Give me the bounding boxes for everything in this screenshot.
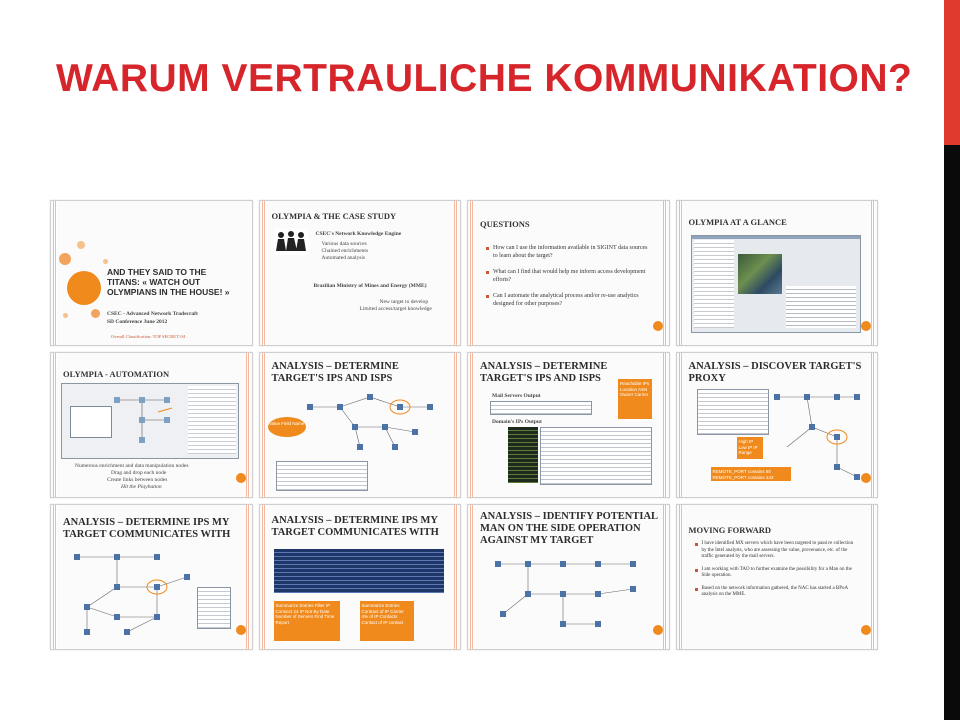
- decorative-circle: [77, 241, 85, 249]
- slide-border-stripe: [470, 505, 474, 649]
- slide-thumbnail-3: [467, 200, 670, 346]
- table-image: [490, 401, 592, 415]
- slide-thumbnail-9: [50, 504, 253, 650]
- bullet-item: How can I use the information available in SIGINT data sources to learn about the target?: [486, 245, 651, 260]
- slide-subtitle: CSEC - Advanced Network Tradecraft: [107, 311, 198, 317]
- page-title: WARUM VERTRAULICHE KOMMUNIKATION?: [56, 57, 913, 100]
- decorative-circle: [67, 271, 101, 305]
- slide-border-stripe: [871, 353, 875, 497]
- slide-border-stripe: [454, 505, 458, 649]
- slide-border-stripe: [262, 353, 266, 497]
- orange-dot-icon: [653, 321, 663, 331]
- slide-border-stripe: [262, 201, 266, 345]
- network-graph: [488, 549, 648, 639]
- classification-label: Overall Classification: TOP SECRET//SI: [111, 334, 186, 339]
- orange-dot-icon: [653, 625, 663, 635]
- slide-border-stripe: [246, 505, 250, 649]
- decorative-circle: [59, 253, 71, 265]
- slide-title: OLYMPIA - AUTOMATION: [63, 369, 170, 379]
- panel-tree: [188, 386, 236, 454]
- slide-text: Limited access/target knowledge: [359, 306, 432, 312]
- slide-thumbnail-grid: [50, 200, 878, 650]
- workflow-graph: [112, 390, 182, 450]
- accent-bar-black: [944, 145, 960, 720]
- slide-border-stripe: [679, 353, 683, 497]
- slide-text: Automated analysis: [321, 255, 366, 261]
- slide-thumbnail-7: [467, 352, 670, 498]
- slide-title: QUESTIONS: [480, 219, 530, 229]
- slide-title: OLYMPIA & THE CASE STUDY: [271, 211, 397, 221]
- slide-border-stripe: [470, 201, 474, 345]
- orange-dot-icon: [236, 625, 246, 635]
- slide-border-stripe: [470, 353, 474, 497]
- screenshot-image: [61, 383, 239, 459]
- decorative-circle: [91, 309, 100, 318]
- bullet-item: Can I automate the analytical process and/or re-use analytics designed for other purposes?: [486, 293, 651, 308]
- orange-dot-icon: [861, 473, 871, 483]
- slide-border-stripe: [871, 505, 875, 649]
- orange-dot-icon: [861, 321, 871, 331]
- bullet-item: I am working with TAO to further examine the possibility for a Man on the Side operation.: [695, 567, 860, 580]
- slide-title: MOVING FORWARD: [688, 525, 772, 535]
- olympians-logo-icon: [274, 229, 308, 255]
- slide-thumbnail-10: [259, 504, 462, 650]
- bullet-item: I have identified MX servers which have been targeted to passive collection by the Intel analysts, who are assessing the value, provenance, etc. of the traffic generated by the mail servers.: [695, 541, 860, 561]
- table-image: [540, 427, 652, 485]
- slide-thumbnail-1: [50, 200, 253, 346]
- accent-bar-red: [944, 0, 960, 145]
- slide-subtitle: SD Conference June 2012: [107, 319, 168, 325]
- slide-thumbnail-2: [259, 200, 462, 346]
- slide-title: AND THEY SAID TO THE TITANS: « WATCH OUT OLYMPIANS IN THE HOUSE! »: [107, 267, 230, 297]
- panel-table: [786, 286, 856, 328]
- toolbar: [692, 236, 860, 239]
- slide-border-stripe: [53, 201, 57, 345]
- bullet-item: Based on the network information gathered, the NAC has started a BPoA analysis on the MME.: [695, 586, 860, 599]
- panel-dialog: [70, 406, 112, 438]
- slide-thumbnail-8: [676, 352, 879, 498]
- slide-title: OLYMPIA AT A GLANCE: [688, 217, 787, 227]
- bullet-list: [486, 245, 651, 317]
- callout-box: Summarize Entries Contract of IP Carrier 4% of IP Contacts Contact of IP contact: [360, 601, 414, 641]
- slide-text: Various data sources: [321, 241, 367, 247]
- panel-list: [694, 240, 734, 328]
- slide-thumbnail-6: [259, 352, 462, 498]
- slide-thumbnail-12: [676, 504, 879, 650]
- slide-border-stripe: [679, 505, 683, 649]
- slide-title: ANALYSIS – DETERMINE TARGET'S IPS AND ISPS: [271, 361, 399, 384]
- decorative-circle: [103, 259, 108, 264]
- slide-text: Create links between nodes: [107, 477, 168, 483]
- slide-border-stripe: [663, 201, 667, 345]
- slide-text: Hit the Playbutton: [121, 484, 162, 490]
- slide-title: ANALYSIS – DETERMINE IPS MY TARGET COMMUNICATES WITH: [271, 515, 439, 538]
- slide-border-stripe: [454, 201, 458, 345]
- callout-box: Reachable IPs Location ASN Owner Carrier: [618, 379, 652, 419]
- slide-border-stripe: [663, 505, 667, 649]
- callout-box: Summarize Entries Filter IP Connect 24 IP Not By Date Number of Servers Find Time Report: [274, 601, 340, 641]
- slide-text: New target to develop: [379, 299, 429, 305]
- orange-dot-icon: [861, 625, 871, 635]
- slide-text: Drag and drop each node: [111, 470, 167, 476]
- slide-border-stripe: [53, 505, 57, 649]
- slide-title: ANALYSIS – DETERMINE IPS MY TARGET COMMUNICATES WITH: [63, 517, 231, 540]
- slide-thumbnail-5: [50, 352, 253, 498]
- output-label: Mail Servers Output: [492, 393, 541, 399]
- slide-title: ANALYSIS – DETERMINE TARGET'S IPS AND ISPS: [480, 361, 608, 384]
- screenshot-image: [691, 235, 861, 333]
- network-graph: [300, 387, 440, 457]
- table-image: [508, 427, 538, 483]
- slide-border-stripe: [53, 353, 57, 497]
- slide-title: ANALYSIS – IDENTIFY POTENTIAL MAN ON THE SIDE OPERATION AGAINST MY TARGET: [480, 511, 658, 546]
- decorative-circle: [63, 313, 68, 318]
- output-label: Domain's IPs Output: [492, 419, 542, 425]
- slide-border-stripe: [246, 353, 250, 497]
- slide-border-stripe: [454, 353, 458, 497]
- slide-thumbnail-11: [467, 504, 670, 650]
- slide-border-stripe: [663, 353, 667, 497]
- table-image: [274, 549, 444, 593]
- orange-dot-icon: [236, 473, 246, 483]
- screenshot-image: [697, 389, 769, 435]
- callout-box: High IP Low IP IP Range: [737, 437, 763, 459]
- slide-text: CSEC's Network Knowledge Engine: [315, 231, 402, 237]
- callout-box: REMOTE_PORT contains 80 REMOTE_PORT contains 443: [711, 467, 791, 481]
- slide-text: Numerous enrichment and data manipulation nodes: [75, 463, 189, 469]
- map-image: [738, 254, 782, 294]
- bullet-item: What can I find that would help me inform access development efforts?: [486, 269, 651, 284]
- slide-text: Brazilian Ministry of Mines and Energy (MME): [313, 283, 427, 289]
- slide-border-stripe: [262, 505, 266, 649]
- callout-bubble: Value Field Name: [268, 417, 306, 437]
- slide-text: Chained enrichments: [321, 248, 369, 254]
- slide-thumbnail-4: [676, 200, 879, 346]
- screenshot-image: [276, 461, 368, 491]
- screenshot-image: [197, 587, 231, 629]
- slide-border-stripe: [871, 201, 875, 345]
- slide-title: ANALYSIS – DISCOVER TARGET'S PROXY: [688, 361, 862, 384]
- bullet-list: [695, 541, 860, 605]
- slide-border-stripe: [679, 201, 683, 345]
